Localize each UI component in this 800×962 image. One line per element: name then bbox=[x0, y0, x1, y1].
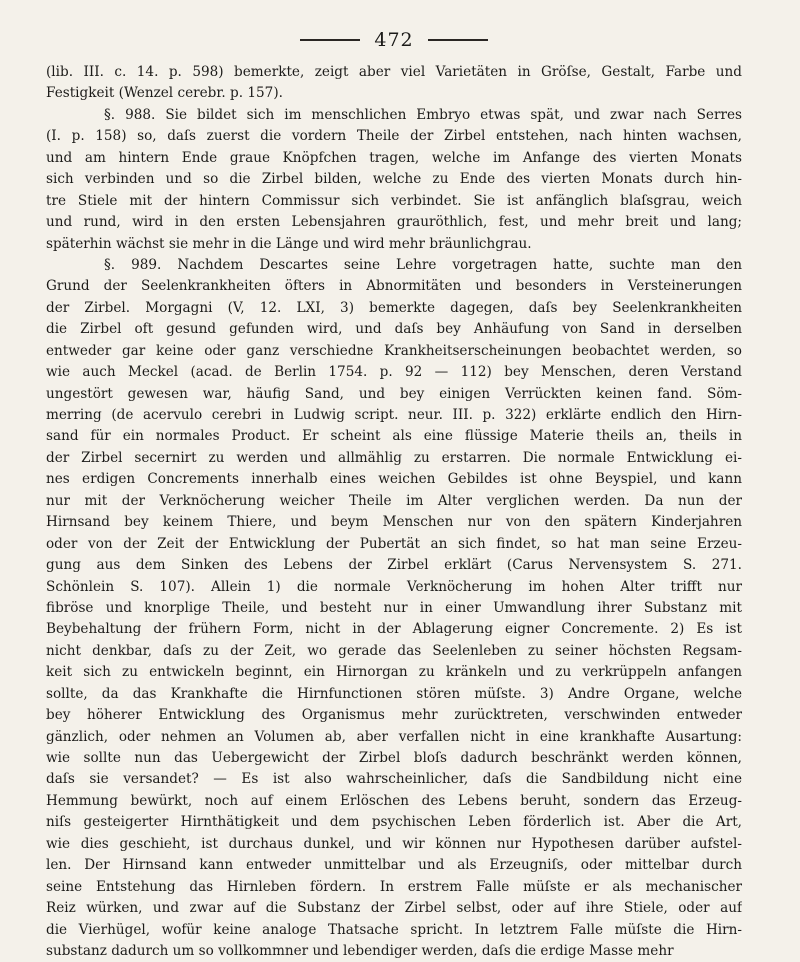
left-rule bbox=[300, 39, 360, 41]
text-line: Hemmung bewürkt, noch auf einem Erlöschen des Lebens beruht, sondern das Erzeug- bbox=[46, 792, 742, 809]
text-line: sand für ein normales Product. Er scheint als eine flüssige Materie theils an, theils in bbox=[46, 428, 742, 445]
text-line: Reiz würken, und zwar auf die Substanz der Zirbel selbst, oder auf ihre Stiele, oder auf bbox=[46, 900, 742, 917]
text-line: len. Der Hirnsand kann entweder unmittelbar und als Erzeugniſs, oder mittelbar durch bbox=[46, 857, 742, 874]
page-header bbox=[46, 0, 742, 62]
page-number: 472 bbox=[374, 29, 414, 51]
text-line: nicht denkbar, daſs zu der Zeit, wo gerade das Seelenleben zu seiner höchsten Regsam- bbox=[46, 642, 742, 659]
text-line: sich verbinden und so die Zirbel bilden, welche zu Ende des vierten Monats durch hin- bbox=[46, 171, 742, 188]
text-line: wie sollte nun das Uebergewicht der Zirbel bloſs dadurch beschränkt werden können, bbox=[46, 750, 742, 766]
text-line: nes erdigen Concrements innerhalb eines weichen Gebildes ist ohne Beyspiel, und kann bbox=[46, 471, 742, 488]
paragraph bbox=[46, 105, 742, 255]
text-line: (I. p. 158) so, daſs zuerst die vordern Theile der Zirbel entstehen, nach hinten wachsen, bbox=[46, 128, 742, 145]
text-line: keit sich zu entwickeln beginnt, ein Hirnorgan zu kränkeln und zu verkrüppeln anfangen bbox=[46, 664, 742, 681]
text-line: Schönlein S. 107). Allein 1) die normale Verknöcherung im hohen Alter trifft nur bbox=[46, 578, 742, 595]
text-line: bey höherer Entwicklung des Organismus mehr zurücktreten, verschwinden entweder bbox=[46, 707, 742, 724]
text-line: sollte, da das Krankhafte die Hirnfunctionen stören müſste. 3) Andre Organe, welche bbox=[46, 685, 742, 702]
text-line: Beybehaltung der frühern Form, nicht in der Ablagerung eigner Concremente. 2) Es ist bbox=[46, 621, 742, 638]
text-line: oder von der Zeit der Entwicklung der Pubertät an sich findet, so hat man seine Erzeu- bbox=[46, 535, 742, 552]
text-line: substanz dadurch um so vollkommner und lebendiger werden, daſs die erdige Masse mehr bbox=[46, 942, 674, 959]
text-line: seine Entstehung das Hirnleben fördern. In erstrem Falle müſste er als mechanischer bbox=[46, 878, 742, 895]
text-line: entweder gar keine oder ganz verschiedne Krankheitserscheinungen beobachtet werden, so bbox=[46, 342, 742, 359]
paragraph bbox=[46, 255, 742, 962]
text-line: die Zirbel oft gesund gefunden wird, und daſs bey Anhäufung von Sand in derselben bbox=[46, 321, 742, 338]
text-line: wie dies geschieht, ist durchaus dunkel, und wir können nur Hypothesen darüber aufstel- bbox=[46, 835, 742, 852]
text-line: gung aus dem Sinken des Lebens der Zirbel erklärt (Carus Nervensystem S. 271. bbox=[46, 557, 742, 574]
text-line: merring (de acervulo cerebri in Ludwig script. neur. III. p. 322) erklärte endlich den Hirn- bbox=[46, 407, 742, 423]
text-line: und rund, wird in den ersten Lebensjahren grauröthlich, fest, und mehr breit und lang; bbox=[46, 214, 742, 231]
text-line: ungestört gewesen war, häufig Sand, und bey einigen Verrückten keinen fand. Söm- bbox=[46, 385, 742, 402]
text-line: §. 989. Nachdem Descartes seine Lehre vorgetragen hatte, suchte man den bbox=[104, 256, 742, 273]
text-line: niſs gesteigerter Hirnthätigkeit und dem psychischen Leben förderlich ist. Aber die Art, bbox=[46, 814, 742, 831]
text-line: fibröse und knorplige Theile, und besteht nur in einer Umwandlung ihrer Substanz mit bbox=[46, 599, 742, 616]
text-line: Hirnsand bey keinem Thiere, und beym Menschen nur von den spätern Kinderjahren bbox=[46, 514, 742, 531]
text-line: die Vierhügel, wofür keine analoge Thatsache spricht. In letztrem Falle müſste die Hirn- bbox=[46, 921, 742, 938]
text-line: der Zirbel. Morgagni (V, 12. LXI, 3) bemerkte dagegen, daſs bey Seelenkrankheiten bbox=[46, 299, 742, 316]
text-line: nur mit der Verknöcherung weicher Theile im Alter verglichen werden. Da nun der bbox=[46, 492, 742, 509]
text-line: späterhin wächst sie mehr in die Länge und wird mehr bräunlichgrau. bbox=[46, 235, 532, 252]
text-line: Festigkeit (Wenzel cerebr. p. 157). bbox=[46, 85, 283, 102]
text-line: tre Stiele mit der hintern Commissur sich verbindet. Sie ist anfänglich blaſsgrau, weich bbox=[46, 192, 742, 209]
text-line: der Zirbel secernirt zu werden und allmählig zu erstarren. Die normale Entwicklung ei- bbox=[46, 449, 742, 466]
text-line: (lib. III. c. 14. p. 598) bemerkte, zeigt aber viel Varietäten in Gröſse, Gestalt, Farbe und bbox=[46, 64, 742, 80]
text-line: Grund der Seelenkrankheiten öfters in Abnormitäten und besonders in Versteinerungen bbox=[46, 278, 742, 295]
text-line: wie auch Meckel (acad. de Berlin 1754. p. 92 — 112) bey Menschen, deren Verstand bbox=[46, 364, 742, 381]
text-line: daſs sie versandet? — Es ist also wahrscheinlicher, daſs die Sandbildung nicht eine bbox=[46, 771, 742, 788]
text-line: und am hintern Ende graue Knöpfchen tragen, welche im Anfange des vierten Monats bbox=[46, 149, 742, 166]
text-line: gänzlich, oder nehmen an Volumen ab, aber verfallen nicht in eine krankhafte Ausartung: bbox=[46, 728, 742, 745]
text-line: §. 988. Sie bildet sich im menschlichen Embryo etwas spät, und zwar nach Serres bbox=[104, 106, 742, 123]
right-rule bbox=[428, 39, 488, 41]
paragraph bbox=[46, 62, 742, 105]
body-text bbox=[46, 62, 742, 962]
